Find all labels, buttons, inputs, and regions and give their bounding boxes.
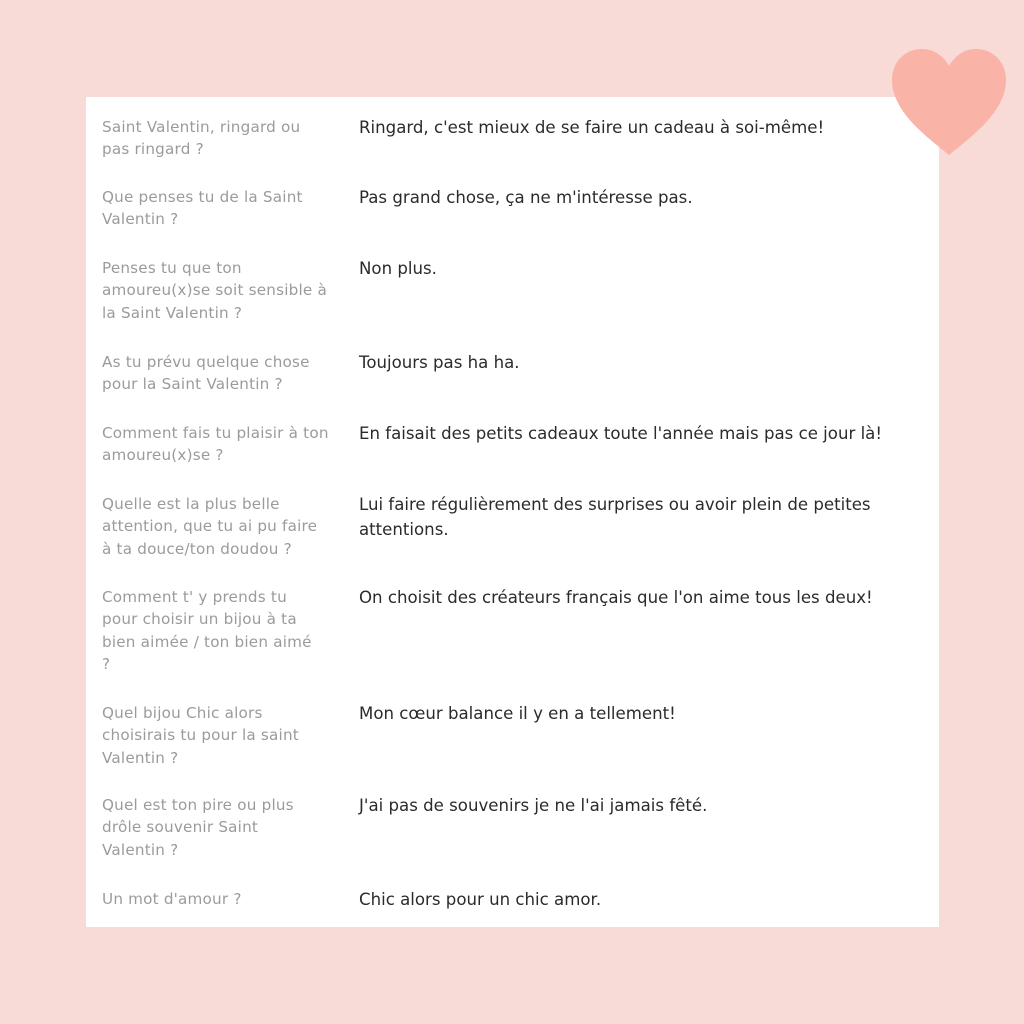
question-text: As tu prévu quelque chose pour la Saint Valentin ? bbox=[102, 353, 310, 394]
question-text: Comment fais tu plaisir à ton amoureu(x)se ? bbox=[102, 424, 329, 465]
answer-text: Mon cœur balance il y en a tellement! bbox=[359, 704, 676, 723]
question-text: Penses tu que ton amoureu(x)se soit sensible à la Saint Valentin ? bbox=[102, 259, 327, 322]
question-text: Comment t' y prends tu pour choisir un bijou à ta bien aimée / ton bien aimé ? bbox=[102, 588, 312, 673]
answer-text: En faisait des petits cadeaux toute l'année mais pas ce jour là! bbox=[359, 424, 882, 443]
question-text: Quelle est la plus belle attention, que tu ai pu faire à ta douce/ton doudou ? bbox=[102, 495, 318, 558]
answer-text: On choisit des créateurs français que l'on aime tous les deux! bbox=[359, 588, 873, 607]
question-text: Quel bijou Chic alors choisirais tu pour la saint Valentin ? bbox=[102, 704, 299, 767]
answer-text: Non plus. bbox=[359, 259, 437, 278]
answer-text: J'ai pas de souvenirs je ne l'ai jamais fêté. bbox=[359, 796, 708, 815]
answer-text: Pas grand chose, ça ne m'intéresse pas. bbox=[359, 188, 693, 207]
question-text: Un mot d'amour ? bbox=[102, 890, 242, 908]
question-text: Saint Valentin, ringard ou pas ringard ? bbox=[102, 118, 301, 159]
question-text: Quel est ton pire ou plus drôle souvenir Saint Valentin ? bbox=[102, 796, 294, 859]
question-text: Que penses tu de la Saint Valentin ? bbox=[102, 188, 303, 229]
heart-shape bbox=[892, 49, 1006, 155]
heart-icon bbox=[890, 47, 1008, 157]
answer-text: Ringard, c'est mieux de se faire un cadeau à soi-même! bbox=[359, 118, 825, 137]
answer-text: Toujours pas ha ha. bbox=[359, 353, 520, 372]
answer-text: Chic alors pour un chic amor. bbox=[359, 890, 602, 909]
qa-card bbox=[86, 97, 939, 927]
answer-text: Lui faire régulièrement des surprises ou avoir plein de petites attentions. bbox=[359, 495, 871, 539]
